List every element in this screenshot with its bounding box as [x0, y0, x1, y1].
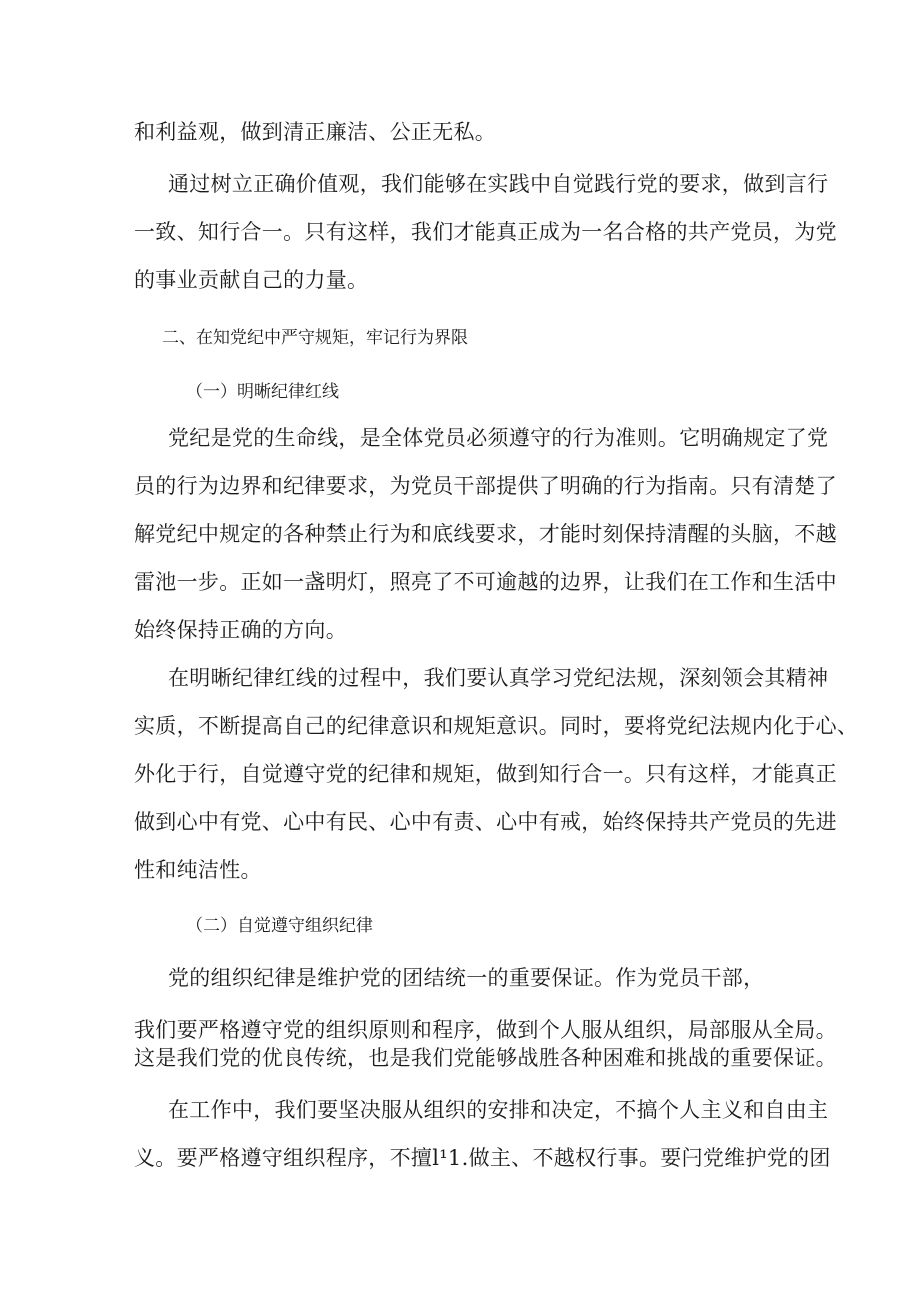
paragraph-line: 员的行为边界和纪律要求，为党员干部提供了明确的行为指南。只有清楚了	[134, 474, 837, 498]
paragraph-line: 始终保持正确的方向。	[134, 618, 347, 642]
paragraph-line: 解党纪中规定的各种禁止行为和底线要求，才能时刻保持清醒的头脑，不越	[134, 522, 837, 546]
paragraph-line: 在工作中，我们要坚决服从组织的安排和决定，不搞个人主义和自由主	[168, 1098, 829, 1122]
paragraph-line: 党的组织纪律是维护党的团结统一的重要保证。作为党员干部，	[168, 966, 765, 990]
paragraph-line: 实质，不断提高自己的纪律意识和规矩意识。同时，要将党纪法规内化于心、	[134, 714, 859, 738]
paragraph-line: 在明晰纪律红线的过程中，我们要认真学习党纪法规，深刻领会其精神	[168, 666, 829, 690]
subsection-heading: （一）明晰纪律红线	[186, 382, 339, 402]
paragraph-line: 和利益观，做到清正廉洁、公正无私。	[134, 120, 497, 144]
section-heading: 二、在知党纪中严守规矩，牢记行为界限	[162, 328, 468, 348]
paragraph-line: 外化于行，自觉遵守党的纪律和规矩，做到知行合一。只有这样，才能真正	[134, 762, 837, 786]
paragraph-line: 性和纯洁性。	[134, 858, 262, 882]
paragraph-line: 做到心中有党、心中有民、心中有责、心中有戒，始终保持共产党员的先进	[134, 810, 837, 834]
paragraph-line: 雷池一步。正如一盏明灯，照亮了不可逾越的边界，让我们在工作和生活中	[134, 570, 837, 594]
paragraph-line: 我们要严格遵守党的组织原则和程序，做到个人服从组织，局部服从全局。	[134, 1018, 837, 1042]
paragraph-line: 党纪是党的生命线，是全体党员必须遵守的行为准则。它明确规定了党	[168, 426, 829, 450]
paragraph-line: 义。要严格遵守组织程序，不擅l¹1.做主、不越权行事。要闩党维护党的团	[134, 1146, 831, 1170]
paragraph-line: 这是我们党的优良传统，也是我们党能够战胜各种困难和挑战的重要保证。	[134, 1046, 837, 1070]
subsection-heading: （二）自觉遵守组织纪律	[186, 916, 373, 936]
paragraph-line: 通过树立正确价值观，我们能够在实践中自觉践行党的要求，做到言行	[168, 172, 829, 196]
paragraph-line: 一致、知行合一。只有这样，我们才能真正成为一名合格的共产党员，为党	[134, 220, 837, 244]
paragraph-line: 的事业贡献自己的力量。	[134, 268, 369, 292]
